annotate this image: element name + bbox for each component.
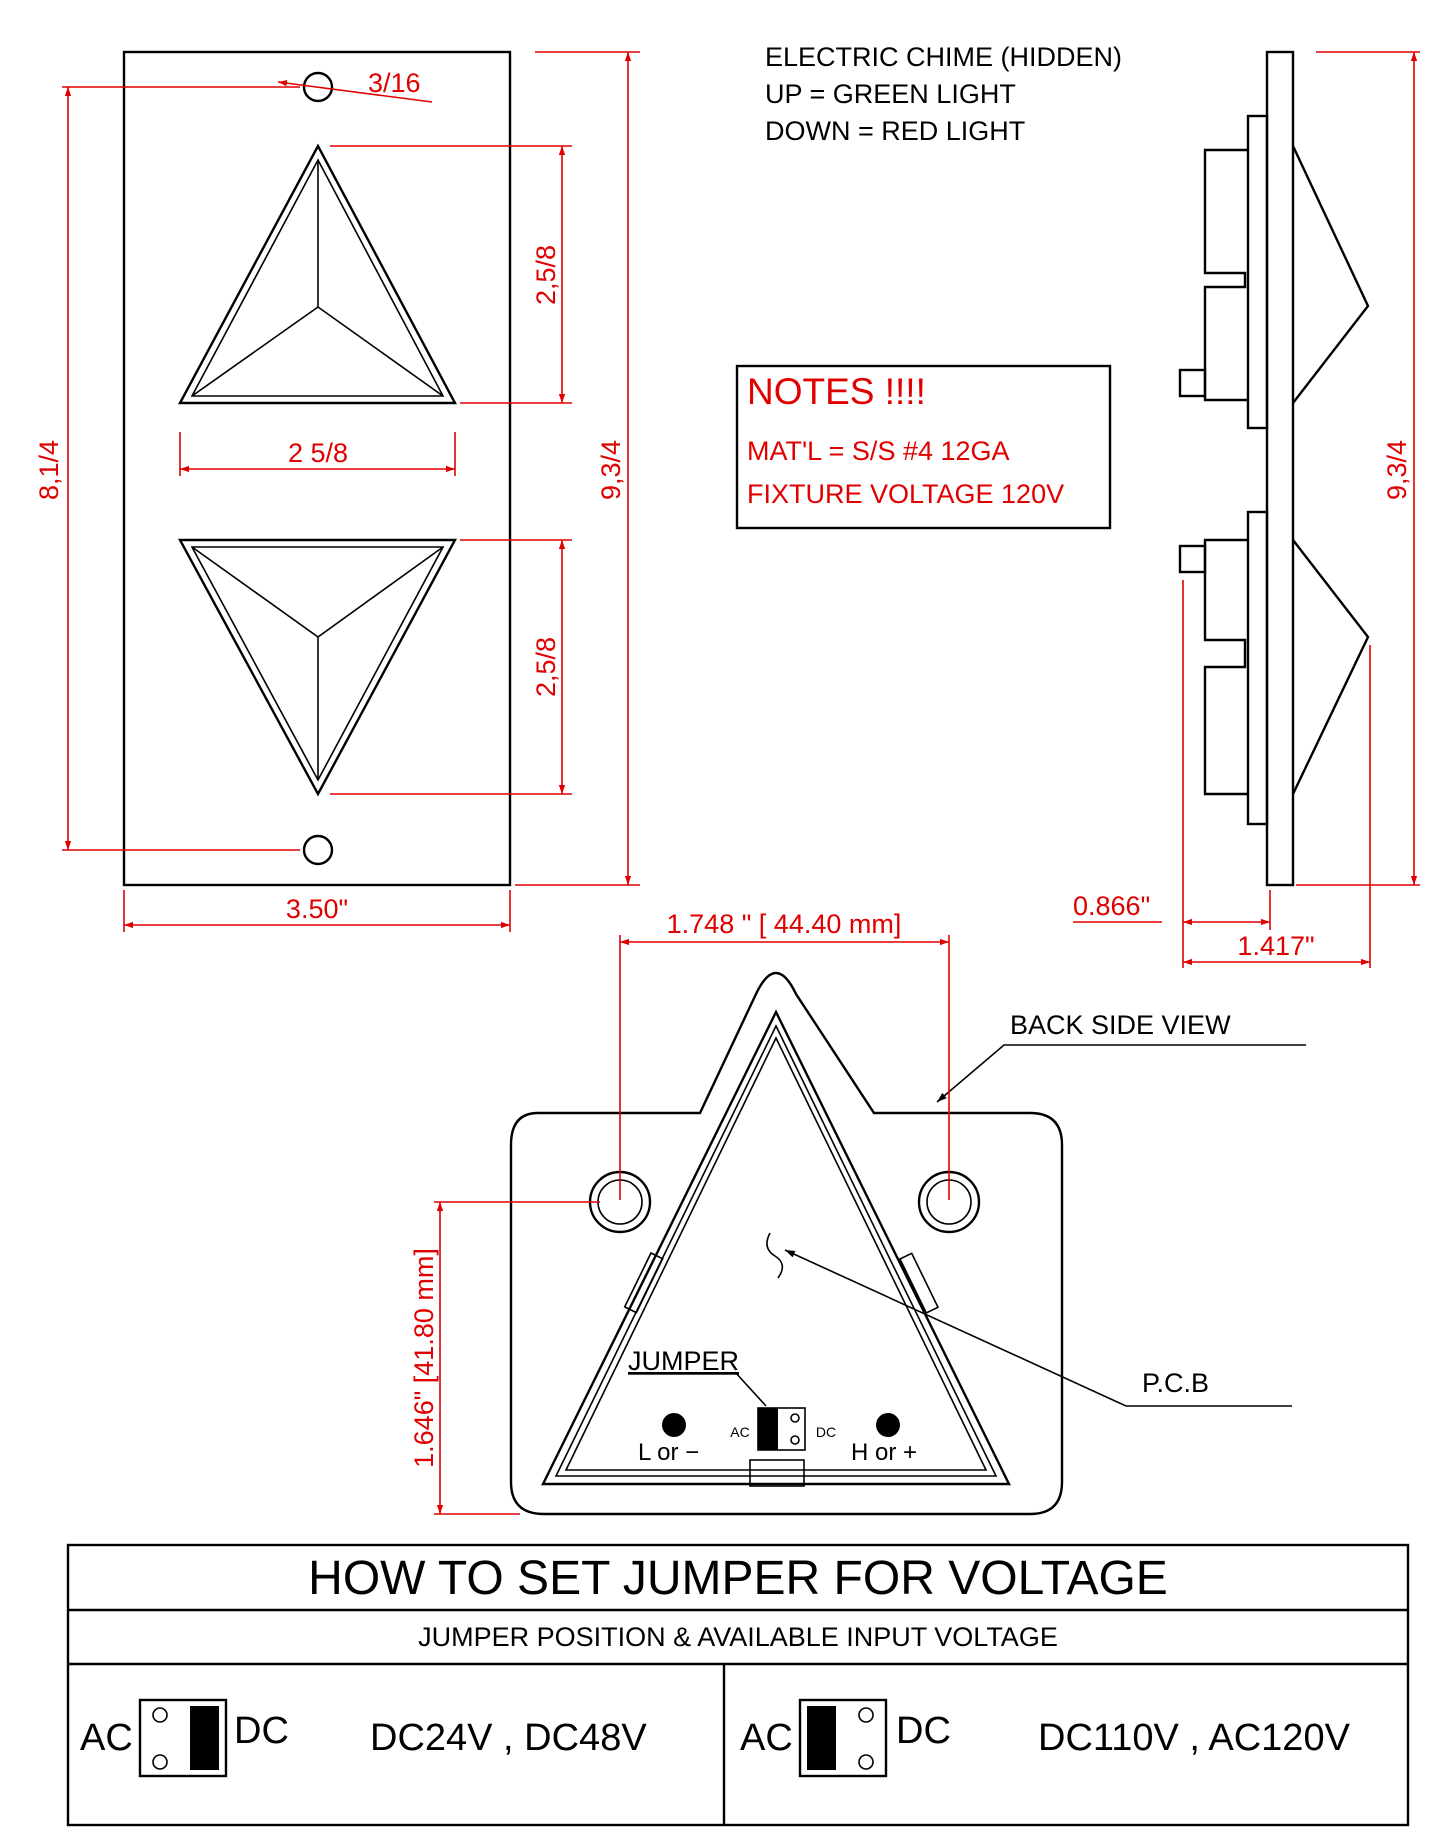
chime-note-line-1: ELECTRIC CHIME (HIDDEN) <box>765 42 1123 72</box>
back-plate-outline <box>511 973 1062 1514</box>
chime-note <box>765 42 1122 146</box>
right-ac-label: AC <box>740 1717 793 1759</box>
pcb-connector <box>750 1460 804 1486</box>
up-triangle-height-label: 2,5/8 <box>531 244 561 306</box>
plate-width-label: 3.50" <box>285 894 349 924</box>
jumper-cap <box>758 1408 778 1450</box>
depth-b-label: 1.417" <box>1237 931 1315 961</box>
jumper-dc-label: DC <box>815 1424 837 1440</box>
left-ac-label: AC <box>80 1717 133 1759</box>
jumper-table <box>68 1545 1408 1825</box>
right-jumper-pin <box>859 1708 873 1722</box>
left-jumper-pin <box>153 1755 167 1769</box>
table-subtitle: JUMPER POSITION & AVAILABLE INPUT VOLTAGE <box>418 1622 1058 1652</box>
back-view-label: BACK SIDE VIEW <box>1010 1010 1231 1040</box>
right-jumper-pin <box>859 1755 873 1769</box>
jumper-leader <box>735 1372 766 1406</box>
left-voltages: DC24V , DC48V <box>370 1717 647 1759</box>
back-hole-spacing-label: 1.748 " [ 44.40 mm] <box>666 909 902 939</box>
terminal-h-icon <box>876 1413 900 1437</box>
notes-voltage: FIXTURE VOLTAGE 120V <box>747 479 1065 509</box>
notes-title: NOTES !!!! <box>747 371 926 412</box>
side-switch-body-bottom <box>1205 540 1248 794</box>
pcb-label: P.C.B <box>1142 1368 1210 1398</box>
back-view <box>409 909 1306 1514</box>
side-view <box>1073 52 1420 968</box>
side-switch-body-top <box>1205 150 1248 400</box>
jumper-label: JUMPER <box>628 1346 740 1376</box>
front-view <box>34 52 640 932</box>
terminal-l-label: L or − <box>638 1439 700 1466</box>
plate-height-label: 9,3/4 <box>596 439 626 501</box>
side-terminal-bottom <box>1180 546 1205 572</box>
mount-hole-bottom <box>304 836 332 864</box>
triangle-width-label: 2 5/8 <box>287 438 349 468</box>
hole-size-label: 3/16 <box>368 68 421 98</box>
jumper-pin <box>791 1436 799 1444</box>
side-button-profile-top <box>1293 146 1368 403</box>
left-jumper-pin <box>153 1708 167 1722</box>
table-title: HOW TO SET JUMPER FOR VOLTAGE <box>308 1552 1168 1605</box>
side-terminal-top <box>1180 370 1205 396</box>
left-jumper-cap-dc <box>190 1706 219 1770</box>
side-button-housing-bottom <box>1248 512 1267 824</box>
chime-note-line-3: DOWN = RED LIGHT <box>765 116 1026 146</box>
right-voltages: DC110V , AC120V <box>1038 1717 1350 1759</box>
chime-note-line-2: UP = GREEN LIGHT <box>765 79 1016 109</box>
side-height-label: 9,3/4 <box>1382 439 1412 501</box>
depth-a-label: 0.866" <box>1073 891 1151 921</box>
back-height-label: 1.646" [41.80 mm] <box>409 1248 439 1468</box>
back-view-leader <box>937 1045 1306 1102</box>
pcb-leader <box>785 1250 1292 1406</box>
left-dc-label: DC <box>234 1710 289 1752</box>
side-button-profile-bottom <box>1293 540 1368 794</box>
side-button-housing-top <box>1248 116 1267 428</box>
notes-material: MAT'L = S/S #4 12GA <box>747 436 1010 466</box>
up-button-icon <box>180 146 455 403</box>
break-line-icon <box>767 1233 782 1278</box>
terminal-l-icon <box>662 1413 686 1437</box>
jumper-pin <box>791 1414 799 1422</box>
right-jumper-cap-ac <box>807 1706 836 1770</box>
down-triangle-height-label: 2,5/8 <box>531 636 561 698</box>
hole-spacing-label: 8,1/4 <box>34 439 64 501</box>
notes-box <box>737 366 1110 528</box>
terminal-h-label: H or + <box>851 1439 918 1466</box>
down-button-icon <box>180 540 455 794</box>
right-dc-label: DC <box>896 1710 951 1752</box>
pcb-edge-line <box>566 1038 986 1470</box>
jumper-ac-label: AC <box>730 1424 750 1440</box>
side-faceplate <box>1267 52 1293 885</box>
